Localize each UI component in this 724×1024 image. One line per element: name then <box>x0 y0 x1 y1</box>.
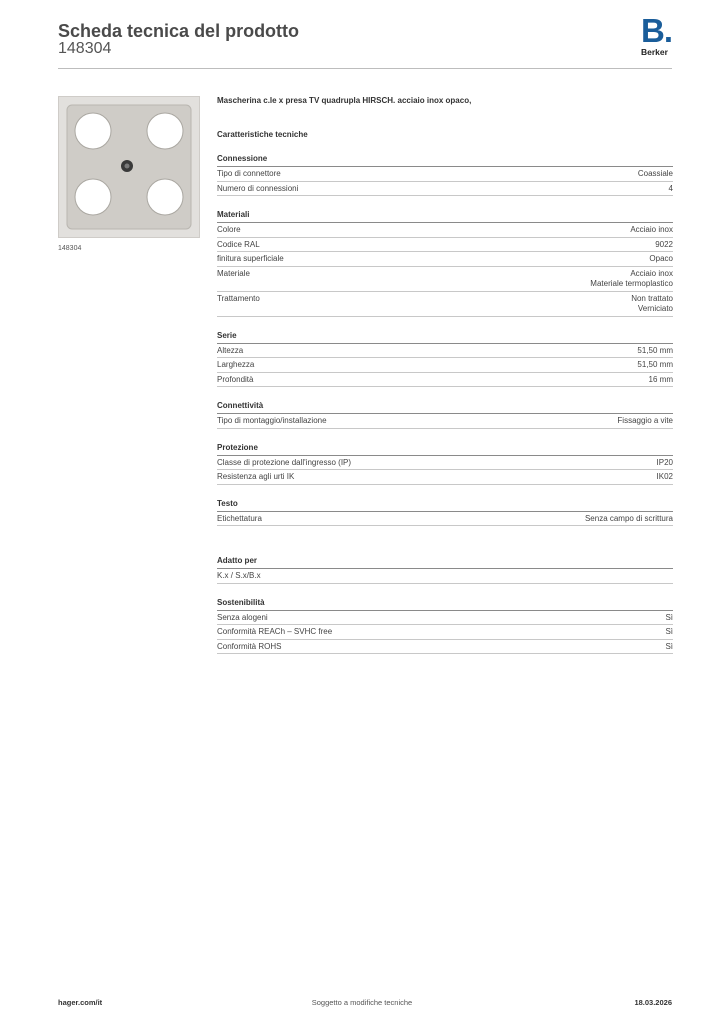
spec-value <box>585 514 673 525</box>
spec-row <box>217 456 673 471</box>
spec-label: Trattamento <box>217 293 260 303</box>
spec-row <box>217 414 673 429</box>
section-title: Sostenibilità <box>217 598 673 611</box>
spec-value <box>665 613 673 624</box>
spec-row <box>217 223 673 238</box>
spec-content <box>217 96 673 654</box>
spec-value-line: 51,50 mm <box>637 345 673 355</box>
spec-row <box>217 470 673 485</box>
spec-value-line: Opaco <box>649 254 673 263</box>
section-title: Testo <box>217 499 673 512</box>
article-number: 148304 <box>58 40 112 57</box>
spec-row <box>217 611 673 626</box>
spec-row <box>217 344 673 359</box>
spec-row <box>217 238 673 253</box>
socket-top-left <box>75 113 111 149</box>
spec-row <box>217 292 673 317</box>
spec-value <box>638 169 673 180</box>
spec-value-line: Sì <box>665 627 673 636</box>
spec-value <box>649 375 673 386</box>
socket-top-right <box>147 113 183 149</box>
spec-value-line: IP20 <box>656 457 673 467</box>
spec-value-line: Sì <box>665 641 673 651</box>
spec-label: Materiale <box>217 268 250 278</box>
spec-label: Numero di connessioni <box>217 183 299 193</box>
product-illustration <box>59 97 199 237</box>
footer-website: hager.com/it <box>58 998 103 1007</box>
spec-value-line: Non trattato <box>631 293 673 303</box>
spec-row <box>217 625 673 640</box>
page-title: Scheda tecnica del prodotto <box>58 21 300 41</box>
socket-bottom-left <box>75 179 111 215</box>
berker-logo-mark: B. <box>641 12 672 49</box>
characteristics-title: Caratteristiche tecniche <box>217 130 308 139</box>
spec-value <box>637 360 673 371</box>
spec-section <box>217 331 673 388</box>
spec-value-line: 51,50 mm <box>637 360 673 369</box>
spec-label: Resistenza agli urti IK <box>217 472 295 481</box>
spec-value-line: Materiale termoplastico <box>590 279 673 288</box>
socket-bottom-right <box>147 179 183 215</box>
spec-value <box>637 346 673 357</box>
spec-value-line: 9022 <box>655 239 673 249</box>
spec-row <box>217 358 673 373</box>
spec-value <box>617 416 673 427</box>
spec-row <box>217 569 673 584</box>
spec-row <box>217 267 673 292</box>
spec-section <box>217 401 673 429</box>
spec-section <box>217 154 673 196</box>
spec-row <box>217 640 673 655</box>
spec-label: Tipo di connettore <box>217 169 281 178</box>
spec-row <box>217 252 673 267</box>
spec-value <box>657 472 673 483</box>
spec-value-line: 16 mm <box>648 374 673 384</box>
spec-label: finitura superficiale <box>217 254 284 263</box>
spec-label: Etichettatura <box>217 513 262 523</box>
spec-value-line: Acciaio inox <box>630 268 673 278</box>
image-caption: 148304 <box>58 245 82 252</box>
spec-label: Colore <box>217 225 241 234</box>
spec-value <box>631 294 673 315</box>
product-image <box>58 96 200 238</box>
header-divider <box>58 68 672 69</box>
section-title: Connettività <box>217 401 673 414</box>
spec-label: Tipo di montaggio/installazione <box>217 416 327 425</box>
spec-label: K.x / S.x/B.x <box>217 571 261 580</box>
spec-value <box>657 458 673 469</box>
spec-label: Altezza <box>217 345 244 355</box>
spec-value-line: Coassiale <box>637 169 673 178</box>
berker-logo-text: Berker <box>641 47 668 57</box>
spec-value <box>630 225 673 236</box>
spec-label: Codice RAL <box>217 239 260 249</box>
spec-sections <box>217 154 673 654</box>
spec-label: Conformità REACh – SVHC free <box>217 627 333 636</box>
spec-label: Conformità ROHS <box>217 641 282 651</box>
spec-section <box>217 556 673 584</box>
spec-value-line: Senza campo di scrittura <box>584 513 673 523</box>
spec-value-line: Sì <box>665 612 673 622</box>
footer-notice: Soggetto a modifiche tecniche <box>311 998 413 1007</box>
section-title: Adatto per <box>217 556 673 569</box>
spec-value <box>665 627 673 638</box>
spec-label: Profondità <box>217 374 254 384</box>
spec-row <box>217 167 673 182</box>
spec-label: Classe di protezione dall'ingresso (IP) <box>217 457 352 467</box>
berker-logo <box>641 12 673 57</box>
spec-value <box>665 642 673 653</box>
spec-label: Senza alogeni <box>217 612 268 622</box>
product-description: Mascherina c.le x presa TV quadrupla HIRSCH. acciaio inox opaco, <box>217 96 472 105</box>
spec-value <box>649 254 673 265</box>
spec-label: Larghezza <box>217 360 255 369</box>
center-screw-slot <box>125 164 130 169</box>
spec-section <box>217 598 673 655</box>
spec-section <box>217 443 673 485</box>
spec-row <box>217 512 673 527</box>
spec-section <box>217 499 673 527</box>
section-title: Serie <box>217 331 673 344</box>
spec-value-line: Acciaio inox <box>630 225 673 234</box>
spec-section <box>217 210 673 317</box>
section-title: Connessione <box>217 154 673 167</box>
spec-row <box>217 373 673 388</box>
spec-value-line: Fissaggio a vite <box>617 416 673 425</box>
spec-value <box>669 184 673 195</box>
spec-row <box>217 182 673 197</box>
spec-value <box>590 269 673 290</box>
footer-date: 18.03.2026 <box>634 998 672 1007</box>
spec-value-line: IK02 <box>656 472 673 481</box>
section-title: Protezione <box>217 443 673 456</box>
spec-value <box>655 240 673 251</box>
section-title: Materiali <box>217 210 673 223</box>
spec-value-line: 4 <box>668 183 673 193</box>
spec-value-line: Verniciato <box>637 304 673 313</box>
